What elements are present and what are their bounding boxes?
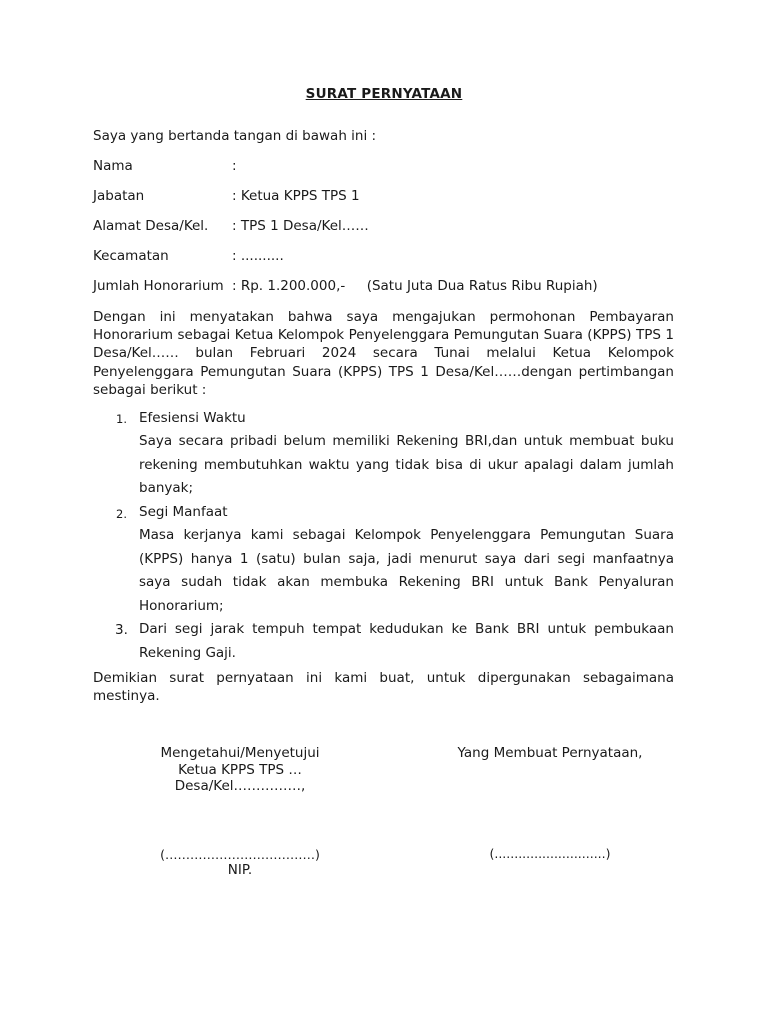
list-item-body: Saya secara pribadi belum memiliki Rekening BRI,dan untuk membuat buku rekening membutuhkan waktu yang tidak bisa di ukur apalagi dalam jumlah banyak; bbox=[139, 433, 674, 496]
list-item-heading: Efesiensi Waktu bbox=[139, 410, 246, 426]
field-nama bbox=[93, 158, 237, 174]
field-jabatan bbox=[93, 188, 360, 204]
field-value: : TPS 1 Desa/Kel…… bbox=[232, 218, 369, 234]
field-value: : .......... bbox=[232, 248, 284, 264]
field-alamat bbox=[93, 218, 369, 234]
field-jumlah-honorarium bbox=[93, 278, 598, 294]
list-item-number: 1. bbox=[116, 412, 127, 426]
field-label: Jabatan bbox=[93, 188, 145, 204]
field-label: Nama bbox=[93, 158, 133, 174]
field-value: : Rp. 1.200.000,- (Satu Juta Dua Ratus Ribu Rupiah) bbox=[232, 278, 598, 294]
field-label: Kecamatan bbox=[93, 248, 169, 264]
field-kecamatan bbox=[93, 248, 284, 264]
signature-left-heading bbox=[150, 745, 330, 795]
list-item-body: Dari segi jarak tempuh tempat kedudukan ke Bank BRI untuk pembukaan Rekening Gaji. bbox=[139, 621, 674, 661]
list-item-body: Masa kerjanya kami sebagai Kelompok Penyelenggara Pemungutan Suara (KPPS) hanya 1 (satu) bulan saja, jadi menurut saya dari segi manfaatnya saya sudah tidak akan membuka Rekening BRI untuk Bank Penyaluran Honorarium; bbox=[139, 527, 674, 614]
field-value: : Ketua KPPS TPS 1 bbox=[232, 188, 360, 204]
signature-left-blank: (………………………………) bbox=[160, 847, 320, 862]
list-item-heading: Segi Manfaat bbox=[139, 504, 228, 520]
signature-right-heading: Yang Membuat Pernyataan, bbox=[457, 745, 643, 761]
field-value: : bbox=[232, 158, 237, 174]
list-item-number: 3. bbox=[115, 622, 128, 638]
field-label: Jumlah Honorarium bbox=[93, 278, 224, 294]
intro-text: Saya yang bertanda tangan di bawah ini : bbox=[93, 128, 377, 144]
closing-paragraph: Demikian surat pernyataan ini kami buat, untuk dipergunakan sebagaimana mestinya. bbox=[93, 670, 674, 705]
signature-left-line3: Desa/Kel……………, bbox=[174, 778, 306, 794]
field-label: Alamat Desa/Kel. bbox=[93, 218, 209, 234]
list-item-number: 2. bbox=[116, 507, 127, 521]
signature-right-blank: (............................) bbox=[489, 846, 611, 861]
signature-left-line1: Mengetahui/Menyetujui bbox=[160, 745, 320, 761]
document-title: SURAT PERNYATAAN bbox=[305, 86, 463, 102]
signature-left-nip: NIP. bbox=[227, 862, 253, 878]
signature-left-line2: Ketua KPPS TPS … bbox=[178, 761, 302, 778]
statement-paragraph: Dengan ini menyatakan bahwa saya mengajukan permohonan Pembayaran Honorarium sebagai Ketua Kelompok Penyelenggara Pemungutan Suara (KPPS) TPS 1 Desa/Kel…… bulan Februari 2024 secara Tunai melalui Ketua Kelompok Penyelenggara Pemungutan Suara (KPPS) TPS 1 Desa/Kel……dengan pertimbangan sebagai berikut : bbox=[93, 309, 674, 398]
